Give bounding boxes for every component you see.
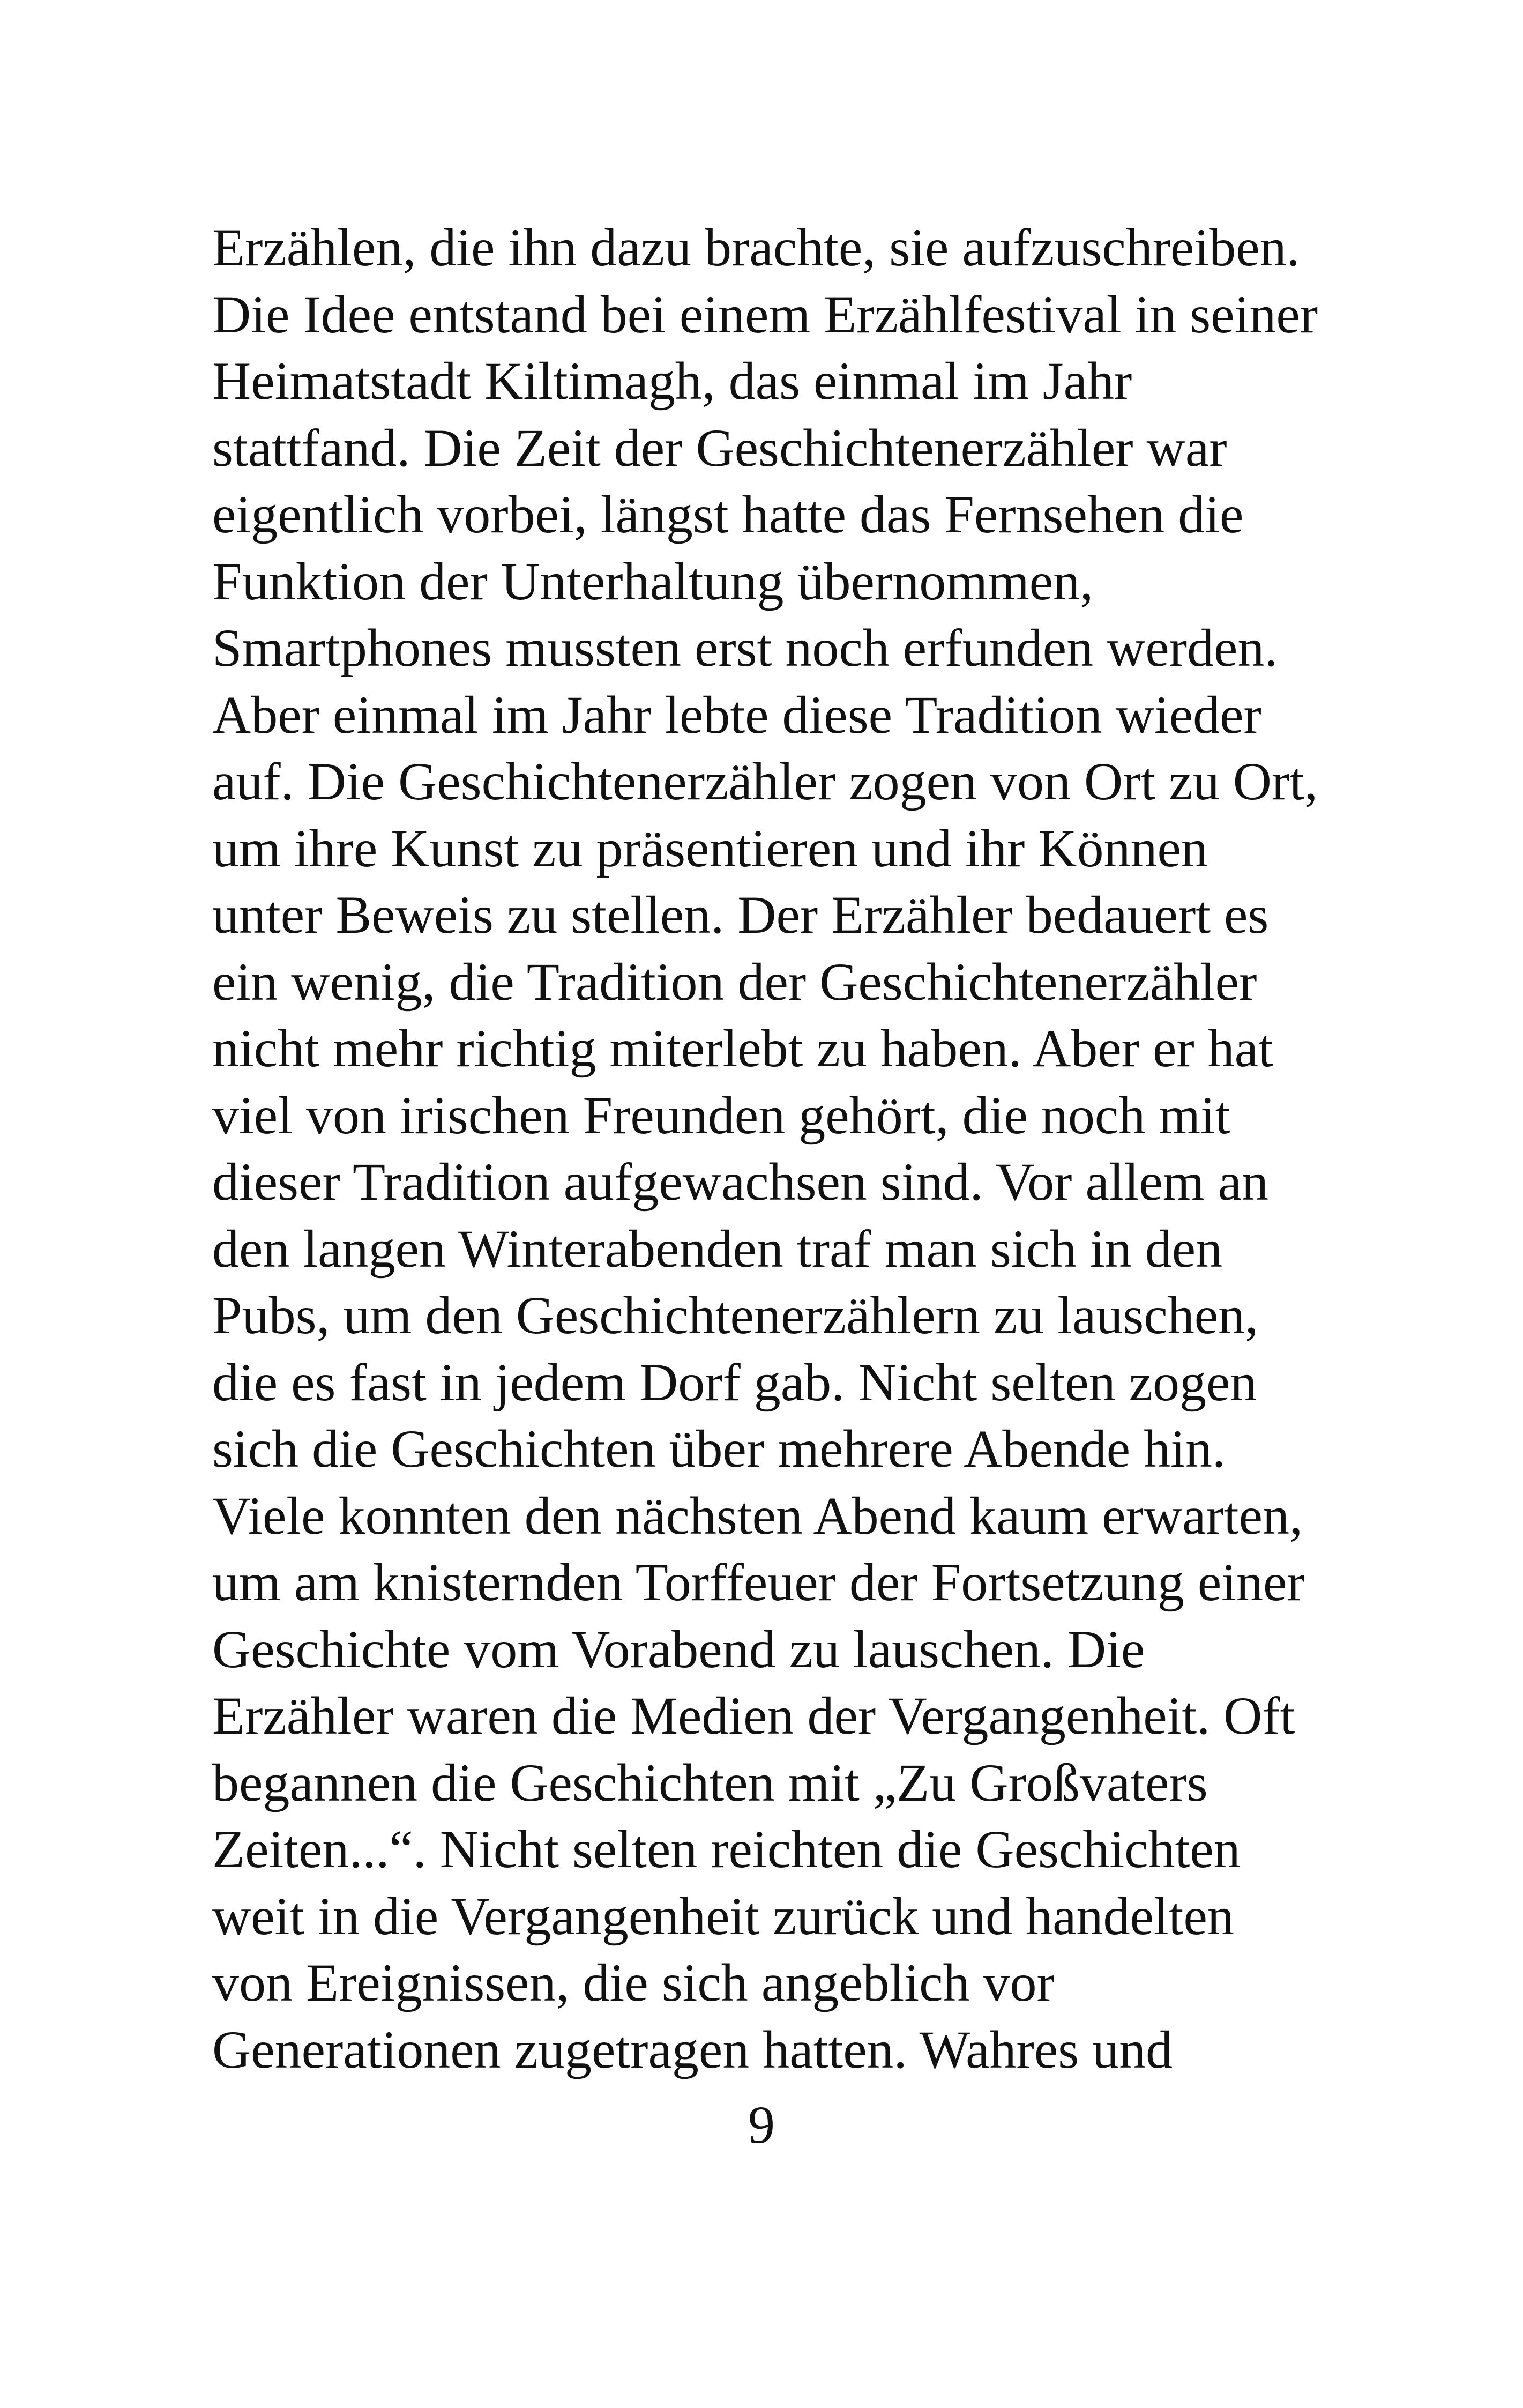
text-line: Zeiten...“. Nicht selten reichten die Geschichten [212, 1819, 1241, 1879]
text-line: Viele konnten den nächsten Abend kaum erwarten, [212, 1485, 1303, 1545]
text-line: Funktion der Unterhaltung übernommen, [212, 551, 1094, 611]
text-line: begannen die Geschichten mit „Zu Großvaters [212, 1752, 1208, 1812]
text-line: um am knisternden Torffeuer der Fortsetzung einer [212, 1552, 1305, 1612]
text-line: Generationen zugetragen hatten. Wahres und [212, 2019, 1173, 2079]
text-line: dieser Tradition aufgewachsen sind. Vor allem an [212, 1152, 1268, 1212]
text-line: Heimatstadt Kiltimagh, das einmal im Jahr [212, 351, 1132, 411]
body-text [212, 214, 1338, 2083]
text-line: Geschichte vom Vorabend zu lauschen. Die [212, 1619, 1145, 1679]
text-line: unter Beweis zu stellen. Der Erzähler bedauert es [212, 885, 1269, 945]
text-line: die es fast in jedem Dorf gab. Nicht selten zogen [212, 1352, 1257, 1412]
text-line: um ihre Kunst zu präsentieren und ihr Können [212, 818, 1208, 878]
text-line: sich die Geschichten über mehrere Abende hin. [212, 1419, 1226, 1478]
text-line: auf. Die Geschichtenerzähler zogen von Ort zu Ort, [212, 752, 1318, 811]
text-line: Smartphones mussten erst noch erfunden werden. [212, 618, 1278, 678]
text-line: von Ereignissen, die sich angeblich vor [212, 1953, 1055, 2012]
text-line: den langen Winterabenden traf man sich in den [212, 1218, 1223, 1279]
text-line: viel von irischen Freunden gehört, die noch mit [212, 1085, 1230, 1145]
text-line: Pubs, um den Geschichtenerzählern zu lauschen, [212, 1285, 1259, 1345]
text-line: weit in die Vergangenheit zurück und handelten [212, 1886, 1234, 1946]
text-line: ein wenig, die Tradition der Geschichtenerzähler [212, 952, 1257, 1012]
text-line: Erzähler waren die Medien der Vergangenheit. Oft [212, 1686, 1295, 1745]
text-line: eigentlich vorbei, längst hatte das Fernsehen die [212, 485, 1244, 544]
text-line: stattfand. Die Zeit der Geschichtenerzähler war [212, 418, 1227, 478]
page-number: 9 [748, 2095, 775, 2154]
text-line: nicht mehr richtig miterlebt zu haben. Aber er hat [212, 1019, 1273, 1078]
text-line: Erzählen, die ihn dazu brachte, sie aufzuschreiben. [212, 218, 1300, 277]
text-line: Aber einmal im Jahr lebte diese Tradition wieder [212, 685, 1261, 745]
text-line: Die Idee entstand bei einem Erzählfestival in seiner [212, 284, 1318, 344]
